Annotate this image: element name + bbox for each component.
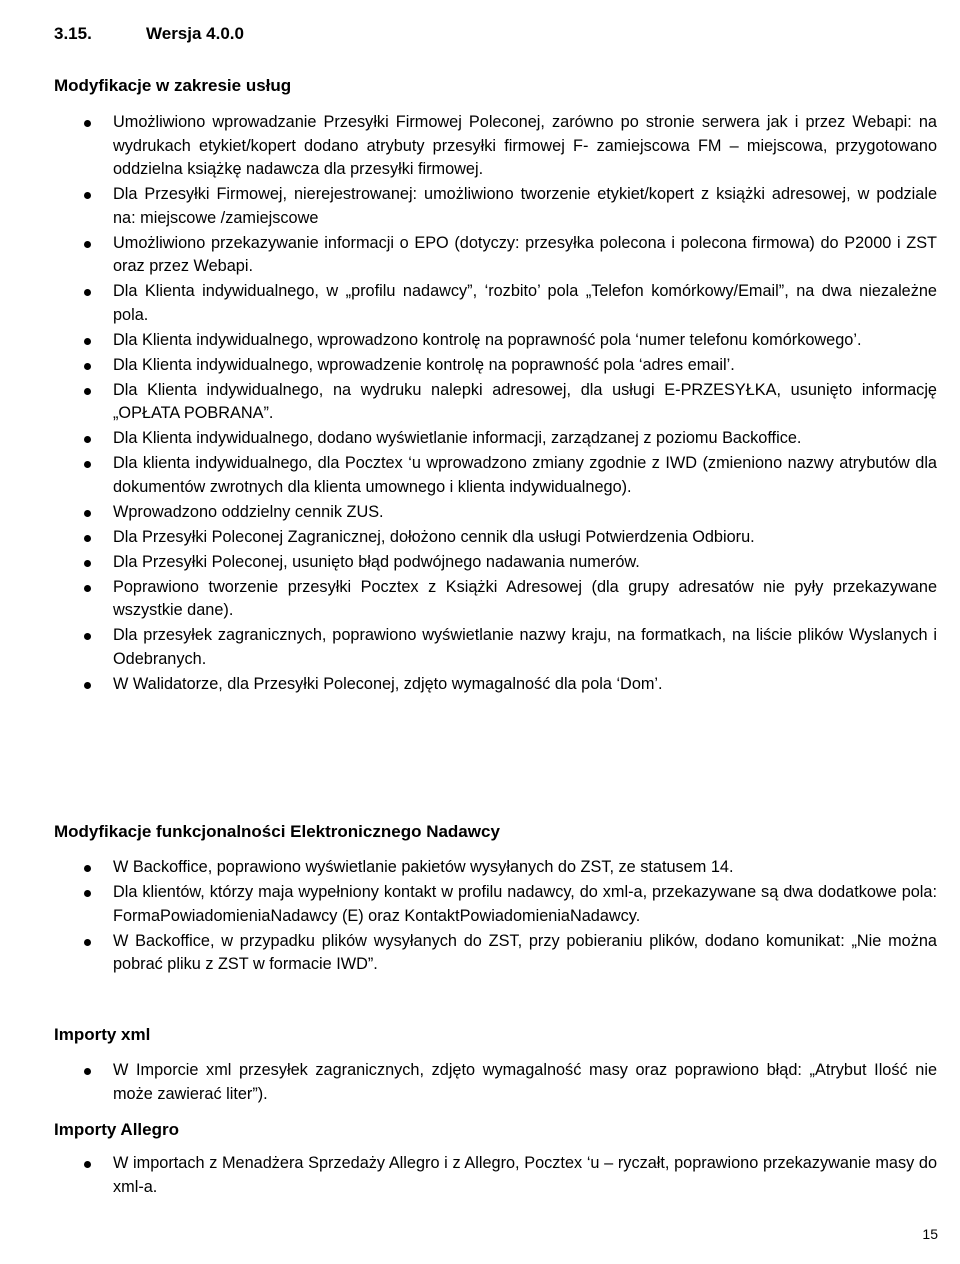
bullet-icon	[84, 510, 91, 517]
list-item-text: Dla Przesyłki Poleconej Zagranicznej, dołożono cennik dla usługi Potwierdzenia Odbioru.	[113, 527, 755, 546]
list-item	[0, 427, 937, 451]
list-item	[0, 526, 937, 550]
section-heading	[54, 24, 244, 44]
list-item	[0, 576, 937, 623]
bullet-icon	[84, 890, 91, 897]
list-item	[0, 232, 937, 279]
list-item	[0, 1059, 937, 1106]
bullet-icon	[84, 633, 91, 640]
list-item-text: Dla Klienta indywidualnego, na wydruku nalepki adresowej, dla usługi E-PRZESYŁKA, usunięto informację „OPŁATA POBRANA”.	[113, 380, 937, 422]
bullet-icon	[84, 865, 91, 872]
list-item-text: W Walidatorze, dla Przesyłki Poleconej, zdjęto wymagalność dla pola ‘Dom’.	[113, 674, 663, 693]
list-importy-allegro	[0, 1152, 937, 1201]
bullet-icon	[84, 436, 91, 443]
list-item	[0, 280, 937, 327]
bullet-icon	[84, 461, 91, 468]
list-item	[0, 501, 937, 525]
heading-importy-xml: Importy xml	[54, 1025, 151, 1044]
list-item	[0, 881, 937, 928]
list-item	[0, 329, 937, 353]
bullet-icon	[84, 682, 91, 689]
list-item-text: Dla Klienta indywidualnego, dodano wyświetlanie informacji, zarządzanej z poziomu Backoffice.	[113, 429, 802, 447]
bullet-icon	[84, 535, 91, 542]
list-item-text: Dla Klienta indywidualnego, w „profilu nadawcy”, ‘rozbito’ pola „Telefon komórkowy/Email”, na dwa niezależne pola.	[113, 282, 937, 324]
list-item	[0, 111, 937, 182]
list-item	[0, 452, 937, 499]
list-uslugi	[0, 111, 937, 698]
list-item-text: Wprowadzono oddzielny cennik ZUS.	[113, 502, 384, 521]
list-item	[0, 856, 937, 880]
list-item-text: Dla Przesyłki Poleconej, usunięto błąd podwójnego nadawania numerów.	[113, 552, 640, 571]
list-item	[0, 930, 937, 977]
list-item-text: Dla Klienta indywidualnego, wprowadzono kontrolę na poprawność pola ‘numer telefonu komórkowego’.	[113, 330, 862, 349]
list-item	[0, 379, 937, 426]
list-item	[0, 183, 937, 230]
bullet-icon	[84, 560, 91, 567]
page-number: 15	[922, 1226, 938, 1242]
list-item-text: Dla Przesyłki Firmowej, nierejestrowanej: umożliwiono tworzenie etykiet/kopert z książki adresowej, w podziale na: miejscowe /zamiejscowe	[113, 185, 937, 227]
bullet-icon	[84, 585, 91, 592]
list-item-text: W importach z Menadżera Sprzedaży Allegro i z Allegro, Pocztex ‘u – ryczałt, poprawiono przekazywanie masy do xml-a.	[113, 1154, 937, 1196]
list-importy-xml	[0, 1059, 937, 1108]
bullet-icon	[84, 338, 91, 345]
list-item-text: Dla klienta indywidualnego, dla Pocztex ‘u wprowadzono zmiany zgodnie z IWD (zmieniono nazwy atrybutów dla dokumentów zwrotnych dla klienta umownego i klienta indywidualnego).	[113, 454, 937, 496]
list-item-text: Dla Klienta indywidualnego, wprowadzenie kontrolę na poprawność pola ‘adres email’.	[113, 355, 735, 374]
list-elektroniczny-nadawca	[0, 856, 937, 978]
list-item	[0, 624, 937, 671]
bullet-icon	[84, 120, 91, 127]
list-item-text: W Imporcie xml przesyłek zagranicznych, zdjęto wymagalność masy oraz poprawiono błąd: „Atrybut Ilość nie może zawierać liter”).	[113, 1061, 937, 1103]
list-item	[0, 1152, 937, 1199]
bullet-icon	[84, 388, 91, 395]
bullet-icon	[84, 939, 91, 946]
list-item-text: Dla przesyłek zagranicznych, poprawiono wyświetlanie nazwy kraju, na formatkach, na liście plików Wyslanych i Odebranych.	[113, 626, 937, 668]
list-item	[0, 673, 937, 697]
list-item-text: W Backoffice, poprawiono wyświetlanie pakietów wysyłanych do ZST, ze statusem 14.	[113, 858, 734, 876]
heading-uslugi: Modyfikacje w zakresie usług	[54, 76, 292, 95]
list-item-text: Poprawiono tworzenie przesyłki Pocztex z Książki Adresowej (dla grupy adresatów nie pyły przekazywane wszystkie dane).	[113, 577, 937, 619]
bullet-icon	[84, 241, 91, 248]
list-item-text: Umożliwiono wprowadzanie Przesyłki Firmowej Poleconej, zarówno po stronie serwera jak i przez Webapi: na wydrukach etykiet/kopert dodano atrybuty przesyłki firmowej F- zamiejscowa FM – miejscowa, przygotowano oddzielna książkę nadawcza dla przesyłki firmowej.	[113, 113, 937, 178]
section-title: Wersja 4.0.0	[146, 24, 244, 43]
heading-importy-allegro: Importy Allegro	[54, 1120, 179, 1139]
list-item	[0, 551, 937, 575]
list-item	[0, 354, 937, 378]
bullet-icon	[84, 1068, 91, 1075]
list-item-text: W Backoffice, w przypadku plików wysyłanych do ZST, przy pobieraniu plików, dodano komunikat: „Nie można pobrać pliku z ZST w formacie IWD”.	[113, 931, 937, 973]
bullet-icon	[84, 363, 91, 370]
bullet-icon	[84, 289, 91, 296]
list-item-text: Umożliwiono przekazywanie informacji o EPO (dotyczy: przesyłka polecona i polecona firmowa) do P2000 i ZST oraz przez Webapi.	[113, 233, 937, 275]
section-number: 3.15.	[54, 24, 92, 43]
heading-elektroniczny-nadawca: Modyfikacje funkcjonalności Elektronicznego Nadawcy	[54, 822, 500, 841]
bullet-icon	[84, 192, 91, 199]
list-item-text: Dla klientów, którzy maja wypełniony kontakt w profilu nadawcy, do xml-a, przekazywane są dwa dodatkowe pola: FormaPowiadomieniaNadawcy (E) oraz KontaktPowiadomieniaNadawcy.	[113, 883, 937, 925]
bullet-icon	[84, 1161, 91, 1168]
